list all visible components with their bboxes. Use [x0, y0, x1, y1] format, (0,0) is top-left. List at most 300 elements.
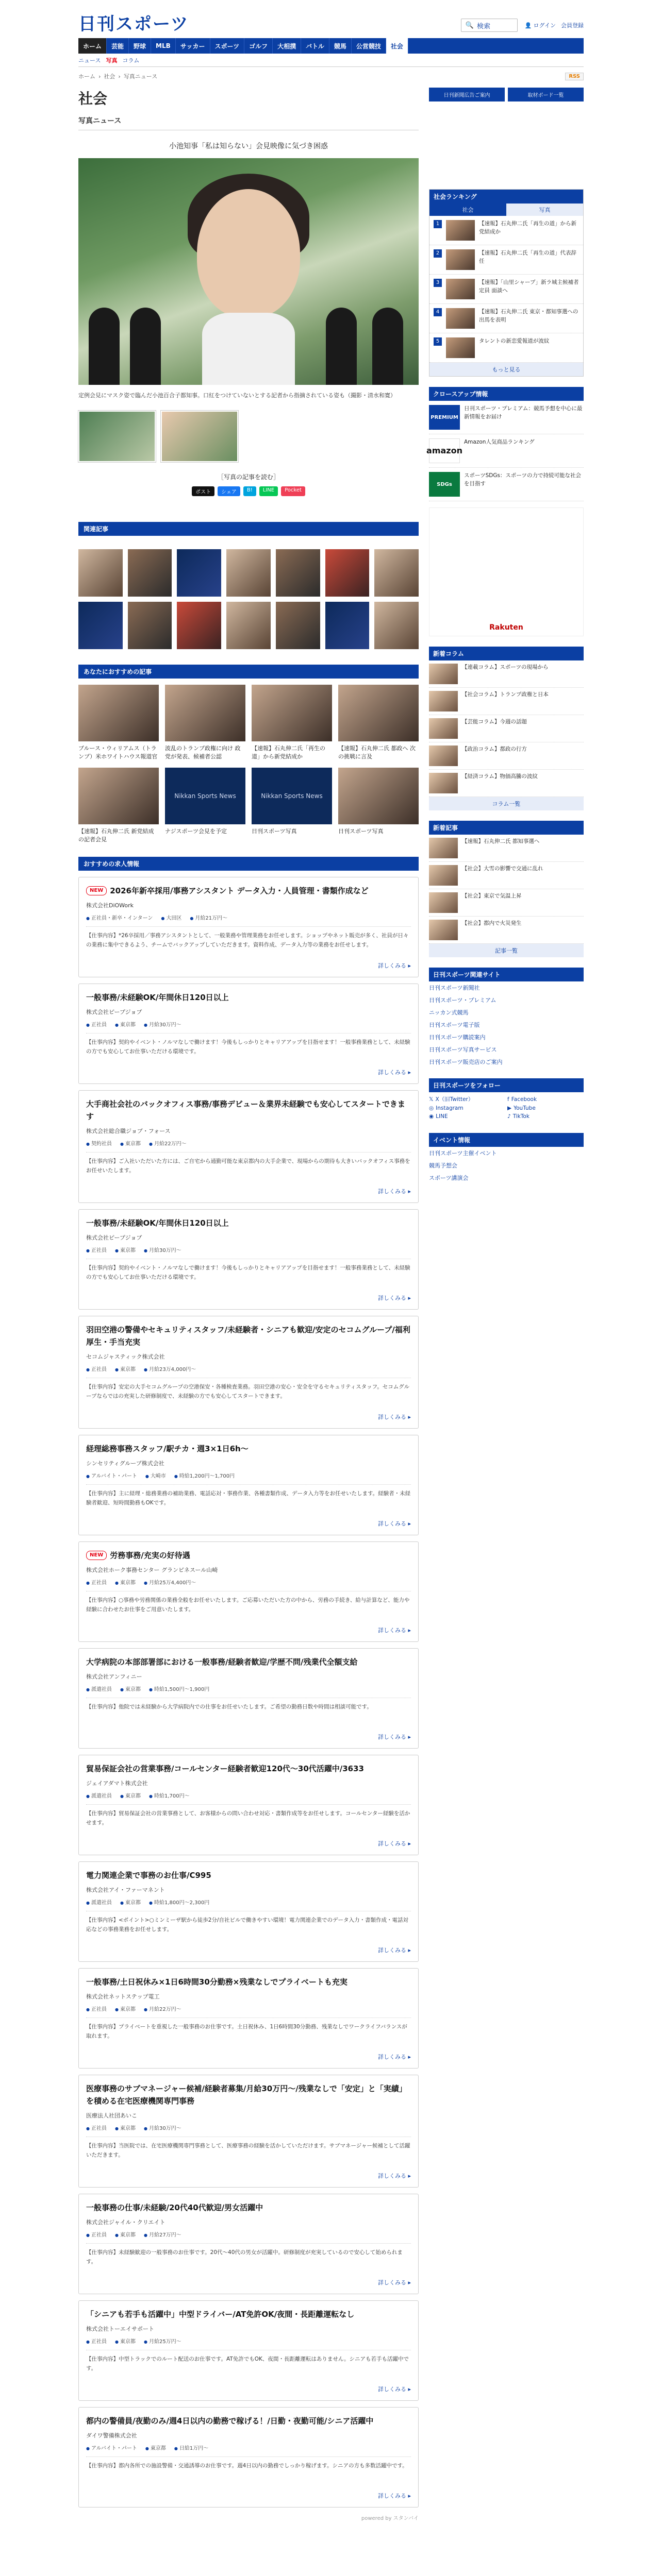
related-thumbnail[interactable] — [78, 602, 123, 649]
job-more-link[interactable]: 詳しくみる ▸ — [86, 2492, 411, 2500]
job-card[interactable] — [78, 1209, 419, 1310]
job-meta — [86, 2444, 411, 2451]
related-sites-title: 日刊スポーツ関連サイト — [429, 968, 584, 981]
microphone — [130, 308, 161, 385]
microphone — [89, 308, 120, 385]
job-meta-item: ● 月給27万円〜 — [144, 2230, 181, 2238]
job-title[interactable] — [86, 1869, 411, 1882]
job-description: 【仕事内容】契約やイベント・ノルマなしで働けます！今後もしっかりとキャリアアップを目指せます！一般事務業務として、未経験の方でも安心してお仕事いただける環境です。 — [86, 1033, 411, 1065]
job-card[interactable] — [78, 2300, 419, 2401]
breadcrumb-home[interactable]: ホーム — [78, 73, 95, 80]
recommend-image: Nikkan Sports News — [252, 768, 332, 824]
register-link[interactable]: 会員登録 — [561, 22, 584, 29]
site-header — [78, 0, 584, 38]
job-meta-item: ● アルバイト・パート — [86, 2444, 137, 2451]
job-title[interactable] — [86, 2201, 411, 2214]
job-card[interactable] — [78, 1861, 419, 1962]
breadcrumb-separator-icon: › — [98, 73, 101, 80]
job-company: 株式会社総合職ジョブ・フォース — [86, 1127, 171, 1134]
follow-youtube-link[interactable] — [507, 1105, 584, 1111]
site-logo[interactable] — [78, 10, 189, 35]
news-item[interactable] — [429, 862, 584, 889]
x-icon: 𝕏 — [429, 1096, 434, 1103]
job-title[interactable] — [86, 1656, 411, 1668]
line-icon: ◉ — [429, 1113, 434, 1120]
job-company: 株式会社アイ・ファーマネント — [86, 1886, 165, 1893]
breadcrumb — [78, 72, 584, 80]
related-thumbnail[interactable] — [325, 549, 370, 597]
column-item[interactable] — [429, 688, 584, 715]
follow-line-link[interactable] — [429, 1113, 505, 1120]
job-description: 【仕事内容】*26卒採用／事務アシスタントとして、一般業務や管理業務をお任せします。ショップやネット販売が多く、社員が日々の業務に集中できるよう、チームでバックアップしていただきます。資料作成、データ入力等の業務をお任せします。 — [86, 926, 411, 958]
job-meta — [86, 2124, 411, 2131]
column-more-link[interactable]: コラム一覧 — [429, 797, 584, 810]
job-company: 株式会社アンフィニー — [86, 1673, 142, 1680]
job-title-text: 2026年新卒採用/事務アシスタント データ入力・人員管理・書類作成など — [110, 886, 369, 895]
logo-text: 日刊スポーツ — [78, 14, 189, 35]
job-meta-item: ● 東京都 — [145, 2444, 166, 2451]
microphone — [372, 308, 403, 385]
ranking-item[interactable] — [429, 333, 583, 363]
promo-item[interactable] — [429, 401, 584, 434]
job-description: 【仕事内容】他院では未経験から大学病院内での仕事をお任せいたします。ご希望の勤務日数や時間は相談可能です。 — [86, 1698, 411, 1730]
job-more-link[interactable]: 詳しくみる ▸ — [86, 1187, 411, 1195]
job-meta-item: ● 東京都 — [115, 2337, 136, 2345]
job-title[interactable] — [86, 2415, 411, 2427]
job-meta-item: ● アルバイト・パート — [86, 1471, 137, 1479]
job-description: 【仕事内容】<ポイント>○ミンミーザ駅から徒歩2分/自社ビルで働きやすい環境！電力関連企業でのデータ入力・書類作成・電話対応などの事務業務をお任せします。 — [86, 1911, 411, 1943]
job-title-text: 一般事務の仕事/未経験/20代40代歓迎/男女活躍中 — [86, 2202, 263, 2212]
job-title[interactable] — [86, 1976, 411, 1988]
job-title[interactable] — [86, 1217, 411, 1229]
related-thumbnail[interactable] — [226, 549, 271, 597]
ranking-tab-photo[interactable]: 写真 — [506, 204, 583, 216]
job-more-link[interactable]: 詳しくみる ▸ — [86, 2172, 411, 2180]
job-meta — [86, 2337, 411, 2345]
job-more-link[interactable]: 詳しくみる ▸ — [86, 2278, 411, 2286]
job-card[interactable] — [78, 2075, 419, 2188]
photo-subject-body — [202, 313, 295, 385]
ranking-number: 5 — [434, 337, 442, 346]
follow-facebook-label: Facebook — [511, 1096, 537, 1103]
job-meta — [86, 1898, 411, 1906]
job-meta-item: ● 東京都 — [115, 1020, 136, 1028]
news-title: 新着記事 — [429, 821, 584, 835]
job-more-link[interactable]: 詳しくみる ▸ — [86, 1626, 411, 1634]
job-meta-item: ● 日給1万円〜 — [174, 2444, 208, 2451]
job-meta-item: ● 東京都 — [120, 1685, 141, 1692]
job-title-text: 一般事務/未経験OK/年間休日120日以上 — [86, 1218, 229, 1228]
recommend-item[interactable] — [252, 685, 332, 761]
job-title[interactable] — [86, 1443, 411, 1455]
ranking-number: 3 — [434, 279, 442, 287]
amazon-logo: amazon — [429, 438, 460, 463]
column-image — [429, 664, 458, 684]
ranking-item[interactable] — [429, 216, 583, 245]
column-item-title: 【芸能コラム】今週の話題 — [462, 719, 527, 725]
column-item-title: 【連載コラム】スポーツの現場から — [462, 664, 549, 670]
promo-item[interactable] — [426, 434, 584, 468]
job-more-link[interactable]: 詳しくみる ▸ — [86, 2385, 411, 2393]
job-more-link[interactable]: 詳しくみる ▸ — [86, 1839, 411, 1848]
news-item-title: 【社会】東京で気温上昇 — [462, 893, 522, 899]
column-item-title: 【政治コラム】都政の行方 — [462, 746, 527, 752]
share-x-button[interactable]: ポスト — [192, 486, 214, 496]
recommend-item[interactable] — [338, 768, 419, 844]
follow-instagram-label: Instagram — [436, 1105, 464, 1111]
related-site-link[interactable]: 日刊スポーツ購読案内 — [429, 1034, 486, 1041]
gnav-item-soccer[interactable]: サッカー — [176, 38, 210, 54]
column-item[interactable] — [429, 742, 584, 770]
job-card[interactable] — [78, 2194, 419, 2294]
ranking-image — [446, 249, 475, 270]
job-meta-item: ● 正社員 — [86, 2337, 107, 2345]
column-item[interactable] — [429, 715, 584, 742]
job-card[interactable] — [78, 984, 419, 1084]
related-site-link[interactable]: 日刊スポーツ販売店のご案内 — [429, 1059, 503, 1065]
recommend-title: 日刊スポーツ写真 — [338, 827, 384, 835]
photo-thumbnail[interactable] — [78, 411, 156, 462]
ranking-title: 【速報】石丸伸二氏 東京・都知事選への出馬を表明 — [479, 309, 578, 323]
job-title-text: 大手商社会社のバックオフィス事務/事務デビュー＆業界未経験でも安心してスタートできます — [86, 1099, 405, 1121]
job-meta-item: ● 東京都 — [115, 1578, 136, 1586]
gnav-item-golf[interactable]: ゴルフ — [244, 38, 273, 54]
related-site-link[interactable]: 日刊スポーツ写真サービス — [429, 1046, 497, 1053]
login-link[interactable] — [525, 21, 556, 29]
job-title-text: 医療事務のサブマネージャー候補/経験者募集/月給30万円〜/残業なしで「安定」と「実績」を積める在宅医療機関専門事務 — [86, 2083, 407, 2106]
job-title-text: 電力関連企業で事務のお仕事/C995 — [86, 1870, 211, 1880]
column-item-title: 【経済コラム】物価高騰の波紋 — [462, 773, 538, 779]
job-title[interactable] — [86, 2082, 411, 2107]
job-description: 【仕事内容】○事務や労務関係の業務全般をお任せいたします。ご応募いただいた方の中から、労務の手続き、給与計算など、能力や経験に合わせたお仕事をご用意いたします。 — [86, 1591, 411, 1623]
job-company: 株式会社ピープジョブ — [86, 1234, 142, 1241]
column-item[interactable] — [429, 770, 584, 797]
recommend-item[interactable] — [78, 768, 159, 844]
follow-x-link[interactable] — [429, 1095, 505, 1103]
job-more-link[interactable]: 詳しくみる ▸ — [86, 961, 411, 970]
job-meta — [86, 1471, 411, 1479]
recommend-title: 【速報】石丸伸二氏 新党結成の記者会見 — [78, 827, 154, 843]
job-meta-item: ● 月給22万円〜 — [144, 2005, 181, 2012]
photo-caption: 定例会見にマスク姿で臨んだ小池百合子都知事。口紅をつけていないとする記者から指摘されている姿も（撮影・清水和寛） — [78, 392, 396, 399]
related-site-link[interactable]: 日刊スポーツ新聞社 — [429, 985, 480, 991]
gnav-item-keiba[interactable]: 競馬 — [329, 38, 352, 54]
job-description: 【仕事内容】プライベートを重視した一般事務のお仕事です。土日祝休み、1日6時間30分勤務、残業なしでワークライフバランスが取れます。 — [86, 2018, 411, 2049]
job-meta — [86, 913, 411, 921]
recommend-image — [252, 685, 332, 741]
subnav-item-column[interactable]: コラム — [122, 57, 140, 64]
related-site-link[interactable]: ニッカン式競馬 — [429, 1009, 469, 1016]
job-more-link[interactable]: 詳しくみる ▸ — [86, 1068, 411, 1076]
job-title-text: 「シニアも若手も活躍中」中型ドライバー/AT免許OK/夜間・長距離運転なし — [86, 2309, 355, 2319]
job-description: 【仕事内容】中型トラックでのルート配送のお仕事です。AT免許でもOK、夜間・長距離運転はありません。シニアも若手も活躍中です。 — [86, 2350, 411, 2382]
related-band: 関連記事 — [78, 522, 419, 536]
coverage-board-button[interactable]: 取材ボード一覧 — [508, 88, 584, 101]
breadcrumb-society[interactable]: 社会 — [104, 73, 115, 80]
search-label: 検索 — [477, 22, 491, 30]
job-meta-item: ● 正社員 — [86, 1365, 107, 1372]
job-meta-item: ● 東京都 — [115, 2005, 136, 2012]
share-hatena-button[interactable]: B! — [243, 486, 256, 496]
recommend-item[interactable] — [165, 768, 245, 844]
event-title: イベント情報 — [429, 1133, 584, 1147]
job-meta-item: ● 時給1,500円〜1,900円 — [149, 1685, 209, 1692]
subnav-item-photo[interactable]: 写真 — [106, 57, 118, 64]
event-link[interactable]: スポーツ講演会 — [429, 1175, 469, 1181]
job-more-link[interactable]: 詳しくみる ▸ — [86, 1519, 411, 1528]
related-thumbnail[interactable] — [374, 602, 419, 649]
recommend-item[interactable] — [165, 685, 245, 761]
job-company: 株式会社ネットステップ電工 — [86, 1993, 160, 2000]
recommend-item[interactable] — [338, 685, 419, 761]
login-icon: 👤 — [524, 22, 532, 29]
global-nav — [78, 38, 584, 54]
gnav-item-battle[interactable]: バトル — [301, 38, 329, 54]
ranking-image — [446, 279, 475, 299]
job-card[interactable] — [78, 1435, 419, 1535]
event-link[interactable]: 日刊スポーツ主催イベント — [429, 1150, 497, 1157]
ranking-item[interactable] — [429, 304, 583, 333]
read-article-link[interactable]: ［写真の記事を読む］ — [217, 473, 279, 481]
follow-title: 日刊スポーツをフォロー — [429, 1078, 584, 1092]
job-meta-item: ● 派遣社員 — [86, 1898, 112, 1906]
job-description: 【仕事内容】ご入社いただいた方には、ご自宅から通勤可能な東京都内の大手企業で、現場からの期待も大きいバックオフィス事務をお任せいたします。 — [86, 1152, 411, 1184]
related-thumbnail[interactable] — [177, 549, 221, 597]
recommend-image — [78, 685, 159, 741]
ad-banner[interactable] — [429, 507, 584, 636]
job-meta — [86, 1020, 411, 1028]
follow-youtube-label: YouTube — [514, 1105, 536, 1111]
related-sites — [429, 968, 584, 1068]
job-title[interactable] — [86, 1762, 411, 1775]
subnav-item-news[interactable]: ニュース — [78, 57, 101, 64]
recommend-title: ブルース・ウィリアムス（トランプ）米ホワイトハウス報道官 — [78, 744, 158, 760]
recommend-band: あなたにおすすめの記事 — [78, 665, 419, 679]
job-company: シンセリティグループ株式会社 — [86, 1460, 164, 1467]
tiktok-icon: ♪ — [507, 1113, 511, 1120]
related-thumbnail[interactable] — [128, 549, 172, 597]
promo-item[interactable] — [429, 468, 584, 501]
related-thumbnail[interactable] — [276, 549, 320, 597]
gnav-item-sports[interactable]: スポーツ — [210, 38, 245, 54]
search-box[interactable] — [461, 19, 518, 32]
follow-section — [429, 1078, 584, 1123]
job-card[interactable] — [78, 1090, 419, 1203]
recommend-title: 波乱のトランプ政権に向け 政党が発表、候補者公認 — [165, 744, 241, 760]
job-meta-item: ● 時給1,700円〜 — [149, 1791, 190, 1799]
photo-subject-face — [197, 189, 300, 318]
ranking-tab-society[interactable]: 社会 — [429, 204, 506, 216]
breadcrumb-separator-icon: › — [118, 73, 121, 80]
job-card[interactable] — [78, 1541, 419, 1642]
job-company: 株式会社ジャイル・クリエイト — [86, 2218, 166, 2226]
column-item[interactable] — [429, 660, 584, 688]
follow-tiktok-link[interactable] — [507, 1113, 584, 1120]
sidebar — [426, 88, 584, 2521]
job-title-text: 一般事務/未経験OK/年間休日120日以上 — [86, 992, 229, 1002]
related-thumbnail-grid — [78, 549, 419, 649]
job-meta-item: ● 月給25万4,400円〜 — [144, 1578, 196, 1586]
recommend-image — [165, 685, 245, 741]
share-facebook-button[interactable]: シェア — [218, 486, 240, 496]
recommend-item[interactable] — [78, 685, 159, 761]
microphone — [326, 308, 357, 385]
gnav-item-society[interactable]: 社会 — [386, 38, 408, 54]
job-meta-item: ● 正社員 — [86, 1578, 107, 1586]
job-meta-item: ● 月給25万円〜 — [144, 2337, 181, 2345]
ranking-box — [429, 189, 584, 377]
sdgs-logo: SDGs — [429, 472, 460, 497]
news-item[interactable] — [429, 889, 584, 917]
job-meta-item: ● 月給23万4,000円〜 — [144, 1365, 196, 1372]
job-meta-item: ● 東京都 — [120, 1898, 141, 1906]
job-meta-item: ● 大田区 — [161, 913, 181, 921]
promo-section — [426, 387, 584, 501]
job-card[interactable] — [78, 1648, 419, 1749]
event-link[interactable]: 競馬予想会 — [429, 1162, 457, 1169]
job-more-link[interactable]: 詳しくみる ▸ — [86, 1946, 411, 1954]
job-meta-item: ● 時給1,800円〜2,300円 — [149, 1898, 209, 1906]
job-more-link[interactable]: 詳しくみる ▸ — [86, 1733, 411, 1741]
job-meta-item: ● 正社員・新卒・インターン — [86, 913, 153, 921]
related-thumbnail[interactable] — [177, 602, 221, 649]
instagram-icon: ◎ — [429, 1105, 434, 1111]
gnav-item-sumo[interactable]: 大相撲 — [273, 38, 301, 54]
news-item-title: 【社会】大雪の影響で交通に乱れ — [462, 866, 543, 872]
job-card[interactable] — [78, 1316, 419, 1429]
related-thumbnail[interactable] — [276, 602, 320, 649]
related-thumbnail[interactable] — [226, 602, 271, 649]
ranking-title: 【速報】「山里シャープ」新ラ城主候補者定員 面談へ — [479, 279, 579, 294]
search-icon: 🔍 — [465, 21, 474, 29]
follow-instagram-link[interactable] — [429, 1105, 505, 1111]
job-meta-item: ● 月給21万円〜 — [190, 913, 227, 921]
photo-thumbnails — [78, 411, 419, 462]
job-company: 株式会社ホーク事務センター グランピネスール山崎 — [86, 1566, 218, 1573]
job-title[interactable] — [86, 1098, 411, 1123]
news-image — [429, 892, 458, 913]
news-image — [429, 920, 458, 940]
job-title-text: 貿易保証会社の営業事務/コールセンター経験者歓迎120代〜30代活躍中/3633 — [86, 1764, 364, 1773]
job-company: ダイワ警備株式会社 — [86, 2432, 137, 2439]
ranking-item[interactable] — [429, 275, 583, 304]
job-title-text: 一般事務/土日祝休み×1日6時間30分勤務×残業なしでプライベートも充実 — [86, 1977, 347, 1987]
related-thumbnail[interactable] — [325, 602, 370, 649]
recommend-grid — [78, 685, 419, 844]
column-title: 新着コラム — [429, 647, 584, 660]
job-meta-item: ● 月給30万円〜 — [144, 2124, 181, 2131]
ranking-item[interactable] — [429, 245, 583, 275]
job-company: ジェイアダマト株式会社 — [86, 1780, 148, 1787]
job-company: 医療法人社団あいこ — [86, 2112, 137, 2119]
promo-title: クロースアップ情報 — [429, 387, 584, 401]
job-card[interactable] — [78, 2407, 419, 2507]
job-company: 株式会社ピープジョブ — [86, 1008, 142, 1015]
job-meta-item: ● 東京都 — [115, 1246, 136, 1253]
ranking-more-link[interactable]: もっと見る — [429, 363, 583, 376]
follow-tiktok-label: TikTok — [512, 1113, 529, 1120]
follow-facebook-link[interactable] — [507, 1095, 584, 1103]
gnav-item-entertainment[interactable]: 芸能 — [107, 38, 129, 54]
photo-thumbnail[interactable] — [161, 411, 238, 462]
job-meta-item: ● 月給22万円〜 — [149, 1139, 187, 1147]
job-meta-item: ● 派遣社員 — [86, 1685, 112, 1692]
recommend-item[interactable] — [252, 768, 332, 844]
ranking-image — [446, 308, 475, 329]
share-pocket-button[interactable]: Pocket — [281, 486, 305, 496]
job-company: セコムジャスティック株式会社 — [86, 1353, 165, 1360]
gnav-item-mlb[interactable]: MLB — [151, 38, 176, 54]
photo-headline: 小池知事「私は知らない」会見映像に気づき困惑 — [169, 142, 328, 150]
gnav-item-home[interactable]: ホーム — [78, 38, 107, 54]
job-more-link[interactable]: 詳しくみる ▸ — [86, 2053, 411, 2061]
job-title[interactable] — [86, 1549, 411, 1562]
main-photo[interactable] — [78, 158, 419, 385]
gnav-item-baseball[interactable]: 野球 — [129, 38, 151, 54]
job-meta-item: ● 契約社員 — [86, 1139, 112, 1147]
job-title[interactable] — [86, 991, 411, 1004]
related-thumbnail[interactable] — [78, 549, 123, 597]
job-card[interactable] — [78, 1755, 419, 1855]
job-meta — [86, 1791, 411, 1799]
related-thumbnail[interactable] — [374, 549, 419, 597]
job-more-link[interactable]: 詳しくみる ▸ — [86, 1413, 411, 1421]
news-item[interactable] — [429, 835, 584, 862]
news-more-link[interactable]: 記事一覧 — [429, 944, 584, 957]
promo-text: 日刊スポーツ・プレミアム：競馬予想を中心に最新情報をお届け — [464, 405, 583, 420]
job-meta-item: ● 東京都 — [115, 2124, 136, 2131]
job-company: 株式会社トーエイサポート — [86, 2325, 154, 2332]
job-card[interactable] — [78, 877, 419, 977]
job-title[interactable] — [86, 1324, 411, 1348]
youtube-icon: ▶ — [507, 1105, 512, 1111]
job-card[interactable] — [78, 1968, 419, 2069]
ad-info-button[interactable]: 日刊新聞広告ご案内 — [429, 88, 505, 101]
job-meta-item: ● 東京都 — [120, 1139, 141, 1147]
job-meta-item: ● 正社員 — [86, 2230, 107, 2238]
news-section — [429, 821, 584, 957]
related-site-link[interactable]: 日刊スポーツ・プレミアム — [429, 997, 496, 1004]
job-company: 株式会社DiOWork — [86, 902, 134, 909]
job-title[interactable] — [86, 2308, 411, 2320]
follow-x-label: X（旧Twitter） — [435, 1096, 474, 1103]
gnav-item-public-racing[interactable]: 公営競技 — [352, 38, 386, 54]
recommend-image — [338, 685, 419, 741]
rakuten-logo: Rakuten — [489, 623, 523, 632]
job-title-text: 大学病院の本部部署部における一般事務/経験者歓迎/学歴不問/残業代全額支給 — [86, 1657, 358, 1667]
ranking-title: 【速報】石丸伸二氏「再生の道」から新党結成か — [479, 221, 576, 235]
job-meta — [86, 1365, 411, 1372]
share-line-button[interactable]: LINE — [259, 486, 278, 496]
news-item[interactable] — [429, 917, 584, 944]
job-meta-item: ● 正社員 — [86, 2005, 107, 2012]
related-thumbnail[interactable] — [128, 602, 172, 649]
job-meta-item: ● 正社員 — [86, 2124, 107, 2131]
job-list — [78, 877, 419, 2507]
rss-button[interactable]: RSS — [565, 73, 584, 80]
column-image — [429, 691, 458, 711]
job-title[interactable] — [86, 885, 411, 897]
column-image — [429, 745, 458, 766]
related-site-link[interactable]: 日刊スポーツ電子版 — [429, 1022, 480, 1028]
facebook-icon: f — [507, 1096, 509, 1103]
job-meta-item: ● 東京都 — [115, 2230, 136, 2238]
job-more-link[interactable]: 詳しくみる ▸ — [86, 1294, 411, 1302]
news-item-title: 【社会】都内で火災発生 — [462, 920, 522, 926]
job-meta — [86, 2230, 411, 2238]
job-title-text: 羽田空港の警備やセキュリティスタッフ/未経験者・シニアも歓迎/安定のセコムグループ/福利厚生・手当充実 — [86, 1325, 410, 1347]
job-meta-item: ● 東京都 — [120, 1791, 141, 1799]
